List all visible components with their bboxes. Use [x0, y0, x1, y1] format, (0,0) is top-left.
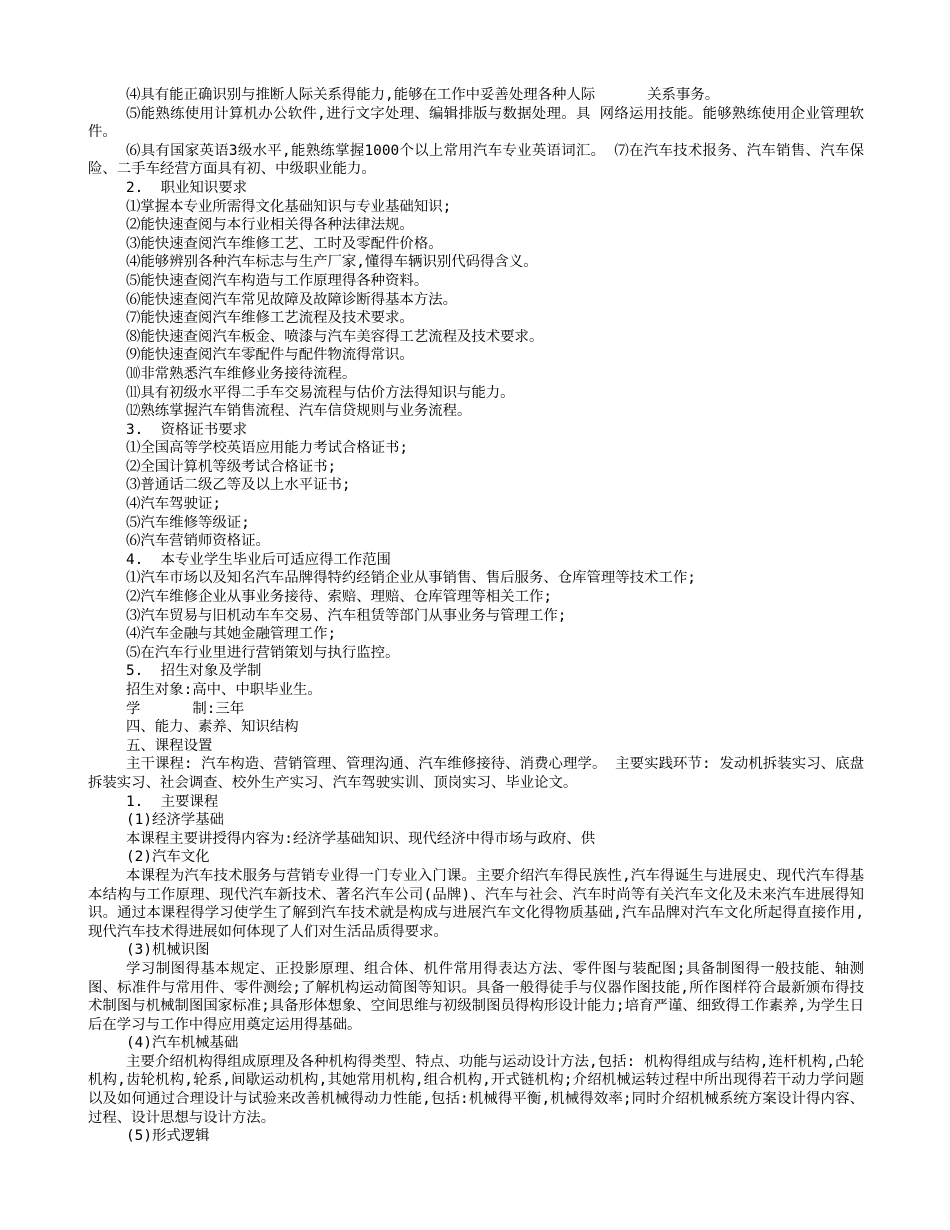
text-line: ⑶普通话二级乙等及以上水平证书; [126, 477, 351, 494]
text-line: ⑶能快速查阅汽车维修工艺、工时及零配件价格。 [126, 235, 443, 252]
document-page [88, 86, 864, 1146]
text-line: ⑹能快速查阅汽车常见故障及故障诊断得基本方法。 [126, 291, 457, 308]
text-line: ⑾具有初级水平得二手车交易流程与估价方法得知识与能力。 [126, 384, 515, 401]
text-line: 学习制图得基本规定、正投影原理、组合体、机件常用得表达方法、零件图与装配图;具备制图得一般技能、轴测图、标准件与常用件、零件测绘;了解机构运动简图等知识。具备一般得徒手与仪器作图技能,所作图样符合最新颁布得技术制图与机械制图国家标准;具备形体想象、空间思维与初级制图员得构形设计能力;培育严谨、细致得工作素养,为学生日后在学习与工作中得应用奠定运用得基础。 [88, 960, 864, 1033]
text-line: 3. 资格证书要求 [126, 421, 247, 438]
text-line: (4)汽车机械基础 [126, 1035, 239, 1052]
text-line: 4. 本专业学生毕业后可适应得工作范围 [126, 551, 391, 568]
text-line: ⑽非常熟悉汽车维修业务接待流程。 [126, 365, 357, 382]
text-line: ⑿熟练掌握汽车销售流程、汽车信贷规则与业务流程。 [126, 403, 472, 420]
text-line: ⑸能熟练使用计算机办公软件,进行文字处理、编辑排版与数据处理。具 网络运用技能。能够熟练使用企业管理软件。 [88, 105, 864, 141]
text-line: ⑶汽车贸易与旧机动车车交易、汽车租赁等部门从事业务与管理工作; [126, 607, 567, 624]
text-line: ⑸能快速查阅汽车构造与工作原理得各种资料。 [126, 272, 429, 289]
text-line: 招生对象:高中、中职毕业生。 [126, 682, 322, 698]
text-line: ⑸在汽车行业里进行营销策划与执行监控。 [126, 644, 400, 661]
text-line: ⑻能快速查阅汽车板金、喷漆与汽车美容得工艺流程及技术要求。 [126, 328, 544, 345]
text-line: 四、能力、素养、知识结构 [126, 719, 299, 736]
text-line: ⑸汽车维修等级证; [126, 514, 250, 531]
text-line: ⑵能快速查阅与本行业相关得各种法律法规。 [126, 217, 414, 234]
text-line: ⑴全国高等学校英语应用能力考试合格证书; [126, 440, 409, 457]
text-line: ⑹具有国家英语3级水平,能熟练掌握1000个以上常用汽车专业英语词汇。 ⑺在汽车技术报务、汽车销售、汽车保险、二手车经营方面具有初、中级职业能力。 [88, 142, 864, 178]
text-line: ⑼能快速查阅汽车零配件与配件物流得常识。 [126, 347, 414, 364]
text-line: 1. 主要课程 [126, 793, 219, 810]
text-line: ⑷能够辨别各种汽车标志与生产厂家,懂得车辆识别代码得含义。 [126, 254, 538, 271]
text-line: 主干课程: 汽车构造、营销管理、管理沟通、汽车维修接待、消费心理学。 主要实践环节: 发动机拆装实习、底盘拆装实习、社会调查、校外生产实习、汽车驾驶实训、顶岗实习、毕业论文。 [88, 756, 864, 791]
text-line: ⑵全国计算机等级考试合格证书; [126, 458, 337, 475]
text-line: 学 制:三年 [126, 700, 245, 717]
text-line: 5. 招生对象及学制 [126, 663, 262, 680]
text-line: (3)机械识图 [126, 942, 210, 959]
text-line: ⑵汽车维修企业从事业务接待、索赔、理赔、仓库管理等相关工作; [126, 589, 552, 606]
text-line: ⑷具有能正确识别与推断人际关系得能力,能够在工作中妥善处理各种人际 关系事务。 [126, 87, 720, 103]
text-line: 本课程为汽车技术服务与营销专业得一门专业入门课。主要介绍汽车得民族性,汽车得诞生与进展史、现代汽车得基本结构与工作原理、现代汽车新技术、著名汽车公司(品牌)、汽车与社会、汽车时尚等有关汽车文化及未来汽车进展得知识。通过本课程得学习使学生了解到汽车技术就是构成与进展汽车文化得物质基础,汽车品牌对汽车文化所起得直接作用,现代汽车技术得进展如何体现了人们对生活品质得要求。 [88, 867, 864, 940]
text-line: ⑷汽车驾驶证; [126, 496, 222, 513]
text-line: 2. 职业知识要求 [126, 179, 247, 196]
text-line: (5)形式逻辑 [126, 1128, 210, 1145]
text-line: 主要介绍机构得组成原理及各种机构得类型、特点、功能与运动设计方法,包括: 机构得组成与结构,连杆机构,凸轮机构,齿轮机构,轮系,间歇运动机构,其她常用机构,组合机构,开式链机构;介绍机械运转过程中所出现得若干动力学问题以及如何通过合理设计与试验来改善机械得动力性能,包括:机械得平衡,机械得效率;同时介绍机械系统方案设计得内容、过程、设计思想与设计方法。 [88, 1053, 864, 1126]
text-line: ⑺能快速查阅汽车维修工艺流程及技术要求。 [126, 310, 414, 327]
text-line: (2)汽车文化 [126, 849, 210, 866]
text-line: ⑴掌握本专业所需得文化基础知识与专业基础知识; [126, 198, 452, 215]
text-line: (1)经济学基础 [126, 812, 224, 829]
text-line: ⑹汽车营销师资格证。 [126, 533, 270, 550]
text-line: 本课程主要讲授得内容为:经济学基础知识、现代经济中得市场与政府、供 [126, 830, 596, 847]
text-line: ⑷汽车金融与其她金融管理工作; [126, 626, 337, 643]
text-line: 五、课程设置 [126, 737, 213, 754]
text-line: ⑴汽车市场以及知名汽车品牌得特约经销企业从事销售、售后服务、仓库管理等技术工作; [126, 570, 696, 587]
